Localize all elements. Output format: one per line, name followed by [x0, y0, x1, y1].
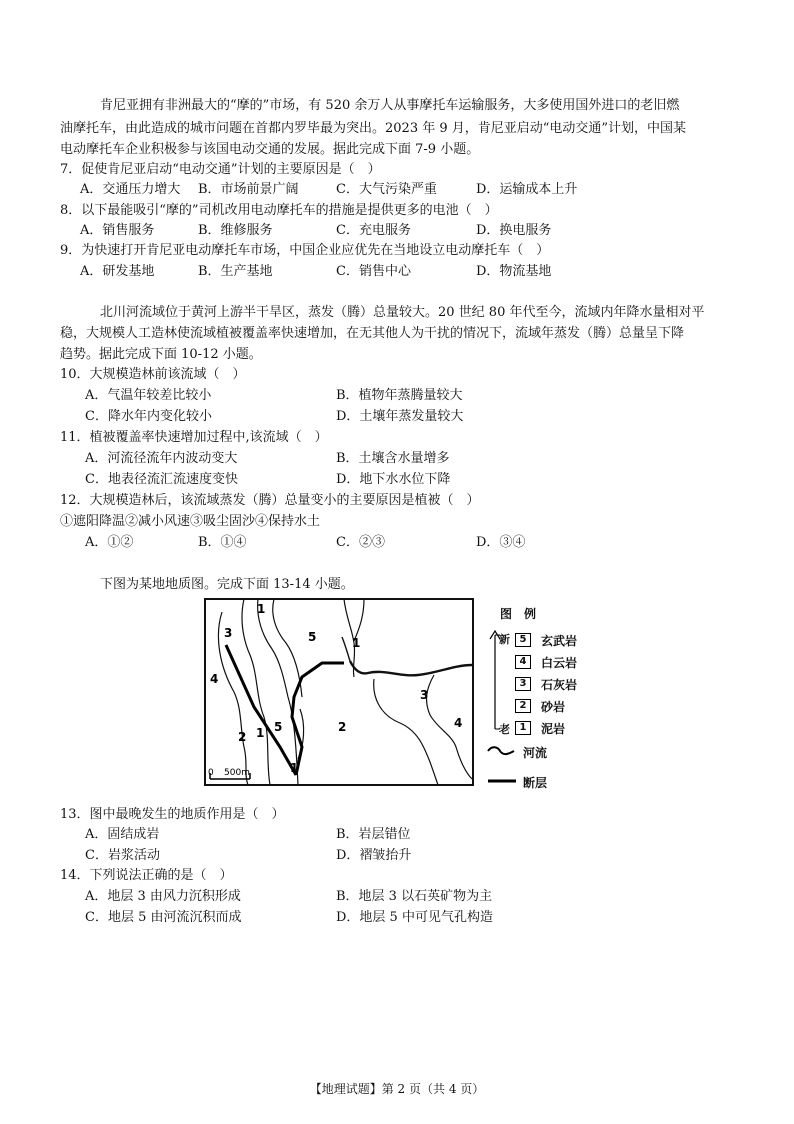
- zone-label: 4: [454, 716, 463, 730]
- q13-option-d[interactable]: D．褶皱抬升: [336, 848, 412, 863]
- question-12-sub: ①遮阳降温②减小风速③吸尘固沙④保持水土: [60, 514, 321, 529]
- q11-option-b[interactable]: B．土壤含水量增多: [336, 451, 450, 466]
- scale-zero: 0: [208, 768, 214, 778]
- q7-option-b[interactable]: B．市场前景广阔: [198, 182, 299, 197]
- q10-option-a[interactable]: A．气温年较差比较小: [85, 388, 212, 403]
- legend-swatch: 4: [515, 655, 531, 669]
- q13-option-c[interactable]: C．岩浆活动: [85, 848, 160, 863]
- question-11-stem: 11．植被覆盖率快速增加过程中,该流域（ ）: [60, 430, 328, 445]
- q10-option-c[interactable]: C．降水年内变化较小: [85, 409, 212, 424]
- boundary-line: [218, 612, 248, 785]
- q12-option-d[interactable]: D．③④: [476, 535, 526, 550]
- zone-label: 3: [420, 688, 429, 702]
- river-legend-icon: [488, 747, 514, 754]
- legend-swatch: 1: [515, 721, 531, 735]
- legend-label: 玄武岩: [541, 634, 578, 648]
- passage1-line3: 电动摩托车企业积极参与该国电动交通的发展。据此完成下面 7-9 小题。: [60, 142, 480, 157]
- boundary-line: [258, 599, 298, 785]
- zone-label: 1: [256, 726, 265, 740]
- legend-swatch: 3: [515, 677, 531, 691]
- zone-label: 1: [290, 761, 299, 775]
- zone-label: 3: [224, 626, 233, 640]
- legend-swatch: 2: [515, 699, 531, 713]
- passage1-line1: 肯尼亚拥有非洲最大的“摩的”市场，有 520 余万人从事摩托车运输服务，大多使用国外进口的老旧燃: [100, 98, 680, 113]
- q12-option-c[interactable]: C．②③: [336, 535, 385, 550]
- passage3-line1: 下图为某地地质图。完成下面 13-14 小题。: [100, 577, 354, 592]
- fault-line: [226, 645, 299, 775]
- boundary-line: [354, 599, 364, 641]
- boundary-line: [273, 599, 302, 697]
- zone-label: 1: [257, 602, 266, 616]
- q7-option-d[interactable]: D．运输成本上升: [476, 182, 578, 197]
- question-7-stem: 7．促使肯尼亚启动“电动交通”计划的主要原因是（ ）: [60, 162, 381, 177]
- legend-label: 石灰岩: [541, 678, 578, 692]
- fault-legend-label: 断层: [523, 776, 548, 790]
- legend-swatch: 5: [515, 633, 531, 647]
- q9-option-b[interactable]: B．生产基地: [198, 264, 273, 279]
- zone-label: 2: [238, 730, 247, 744]
- passage1-line2: 油摩托车，由此造成的城市问题在首都内罗毕最为突出。2023 年 9 月，肯尼亚启动“电动交通”计划，中国某: [60, 121, 687, 136]
- river-path: [350, 661, 472, 675]
- geological-map: [204, 597, 594, 797]
- boundary-line: [427, 675, 472, 779]
- q7-option-a[interactable]: A．交通压力增大: [80, 182, 181, 197]
- legend-label: 砂岩: [541, 700, 566, 714]
- q13-option-a[interactable]: A．固结成岩: [85, 827, 160, 842]
- legend-label: 白云岩: [541, 656, 578, 670]
- q11-option-c[interactable]: C．地表径流汇流速度变快: [85, 472, 238, 487]
- q10-option-d[interactable]: D．土壤年蒸发量较大: [336, 409, 464, 424]
- river-tributary: [342, 637, 350, 661]
- legend-old-label: 老: [499, 723, 510, 736]
- q9-option-d[interactable]: D．物流基地: [476, 264, 552, 279]
- q12-option-a[interactable]: A．①②: [85, 535, 134, 550]
- q10-option-b[interactable]: B．植物年蒸腾量较大: [336, 388, 463, 403]
- river-legend-label: 河流: [523, 746, 548, 760]
- question-12-stem: 12．大规模造林后，该流域蒸发（腾）总量变小的主要原因是植被（ ）: [60, 493, 480, 508]
- passage2-line3: 趋势。据此完成下面 10-12 小题。: [60, 347, 262, 362]
- q14-option-a[interactable]: A．地层 3 由风力沉积形成: [85, 889, 241, 904]
- question-10-stem: 10．大规模造林前该流域（ ）: [60, 367, 246, 382]
- passage2-line2: 稳，大规模人工造林使流域植被覆盖率快速增加，在无其他人为干扰的情况下，流域年蒸发（腾）总量呈下降: [60, 326, 685, 341]
- question-9-stem: 9．为快速打开肯尼亚电动摩托车市场，中国企业应优先在当地设立电动摩托车（ ）: [60, 243, 550, 258]
- q8-option-c[interactable]: C．充电服务: [336, 223, 411, 238]
- q8-option-b[interactable]: B．维修服务: [198, 223, 273, 238]
- q7-option-c[interactable]: C．大气污染严重: [336, 182, 437, 197]
- q14-option-d[interactable]: D．地层 5 中可见气孔构造: [336, 910, 493, 925]
- zone-label: 1: [352, 636, 361, 650]
- question-8-stem: 8．以下最能吸引“摩的”司机改用电动摩托车的措施是提供更多的电池（ ）: [60, 203, 498, 218]
- fault-line: [292, 663, 347, 775]
- zone-label: 5: [308, 630, 317, 644]
- geological-map-svg: [204, 597, 594, 797]
- q8-option-a[interactable]: A．销售服务: [80, 223, 155, 238]
- scale-label: 500m: [224, 768, 250, 778]
- legend-title: 图 例: [500, 607, 537, 621]
- zone-label: 4: [210, 672, 219, 686]
- q14-option-c[interactable]: C．地层 5 由河流沉积而成: [85, 910, 242, 925]
- q12-option-b[interactable]: B．①④: [198, 535, 247, 550]
- q11-option-a[interactable]: A．河流径流年内波动变大: [85, 451, 238, 466]
- question-13-stem: 13．图中最晚发生的地质作用是（ ）: [60, 807, 285, 822]
- question-14-stem: 14．下列说法正确的是（ ）: [60, 868, 233, 883]
- q13-option-b[interactable]: B．岩层错位: [336, 827, 411, 842]
- zone-label: 2: [338, 720, 347, 734]
- page-footer: 【地理试题】第 2 页（共 4 页）: [309, 1082, 485, 1096]
- q9-option-a[interactable]: A．研发基地: [80, 264, 155, 279]
- q11-option-d[interactable]: D．地下水水位下降: [336, 472, 451, 487]
- legend-label: 泥岩: [541, 722, 566, 736]
- q9-option-c[interactable]: C．销售中心: [336, 264, 411, 279]
- passage2-line1: 北川河流域位于黄河上游半干旱区，蒸发（腾）总量较大。20 世纪 80 年代至今，流域内年降水量相对平: [100, 305, 705, 320]
- q14-option-b[interactable]: B．地层 3 以石英矿物为主: [336, 889, 493, 904]
- scale-bar: [208, 768, 250, 779]
- zone-label: 5: [274, 720, 283, 734]
- q8-option-d[interactable]: D．换电服务: [476, 223, 552, 238]
- legend-new-label: 新: [499, 633, 510, 646]
